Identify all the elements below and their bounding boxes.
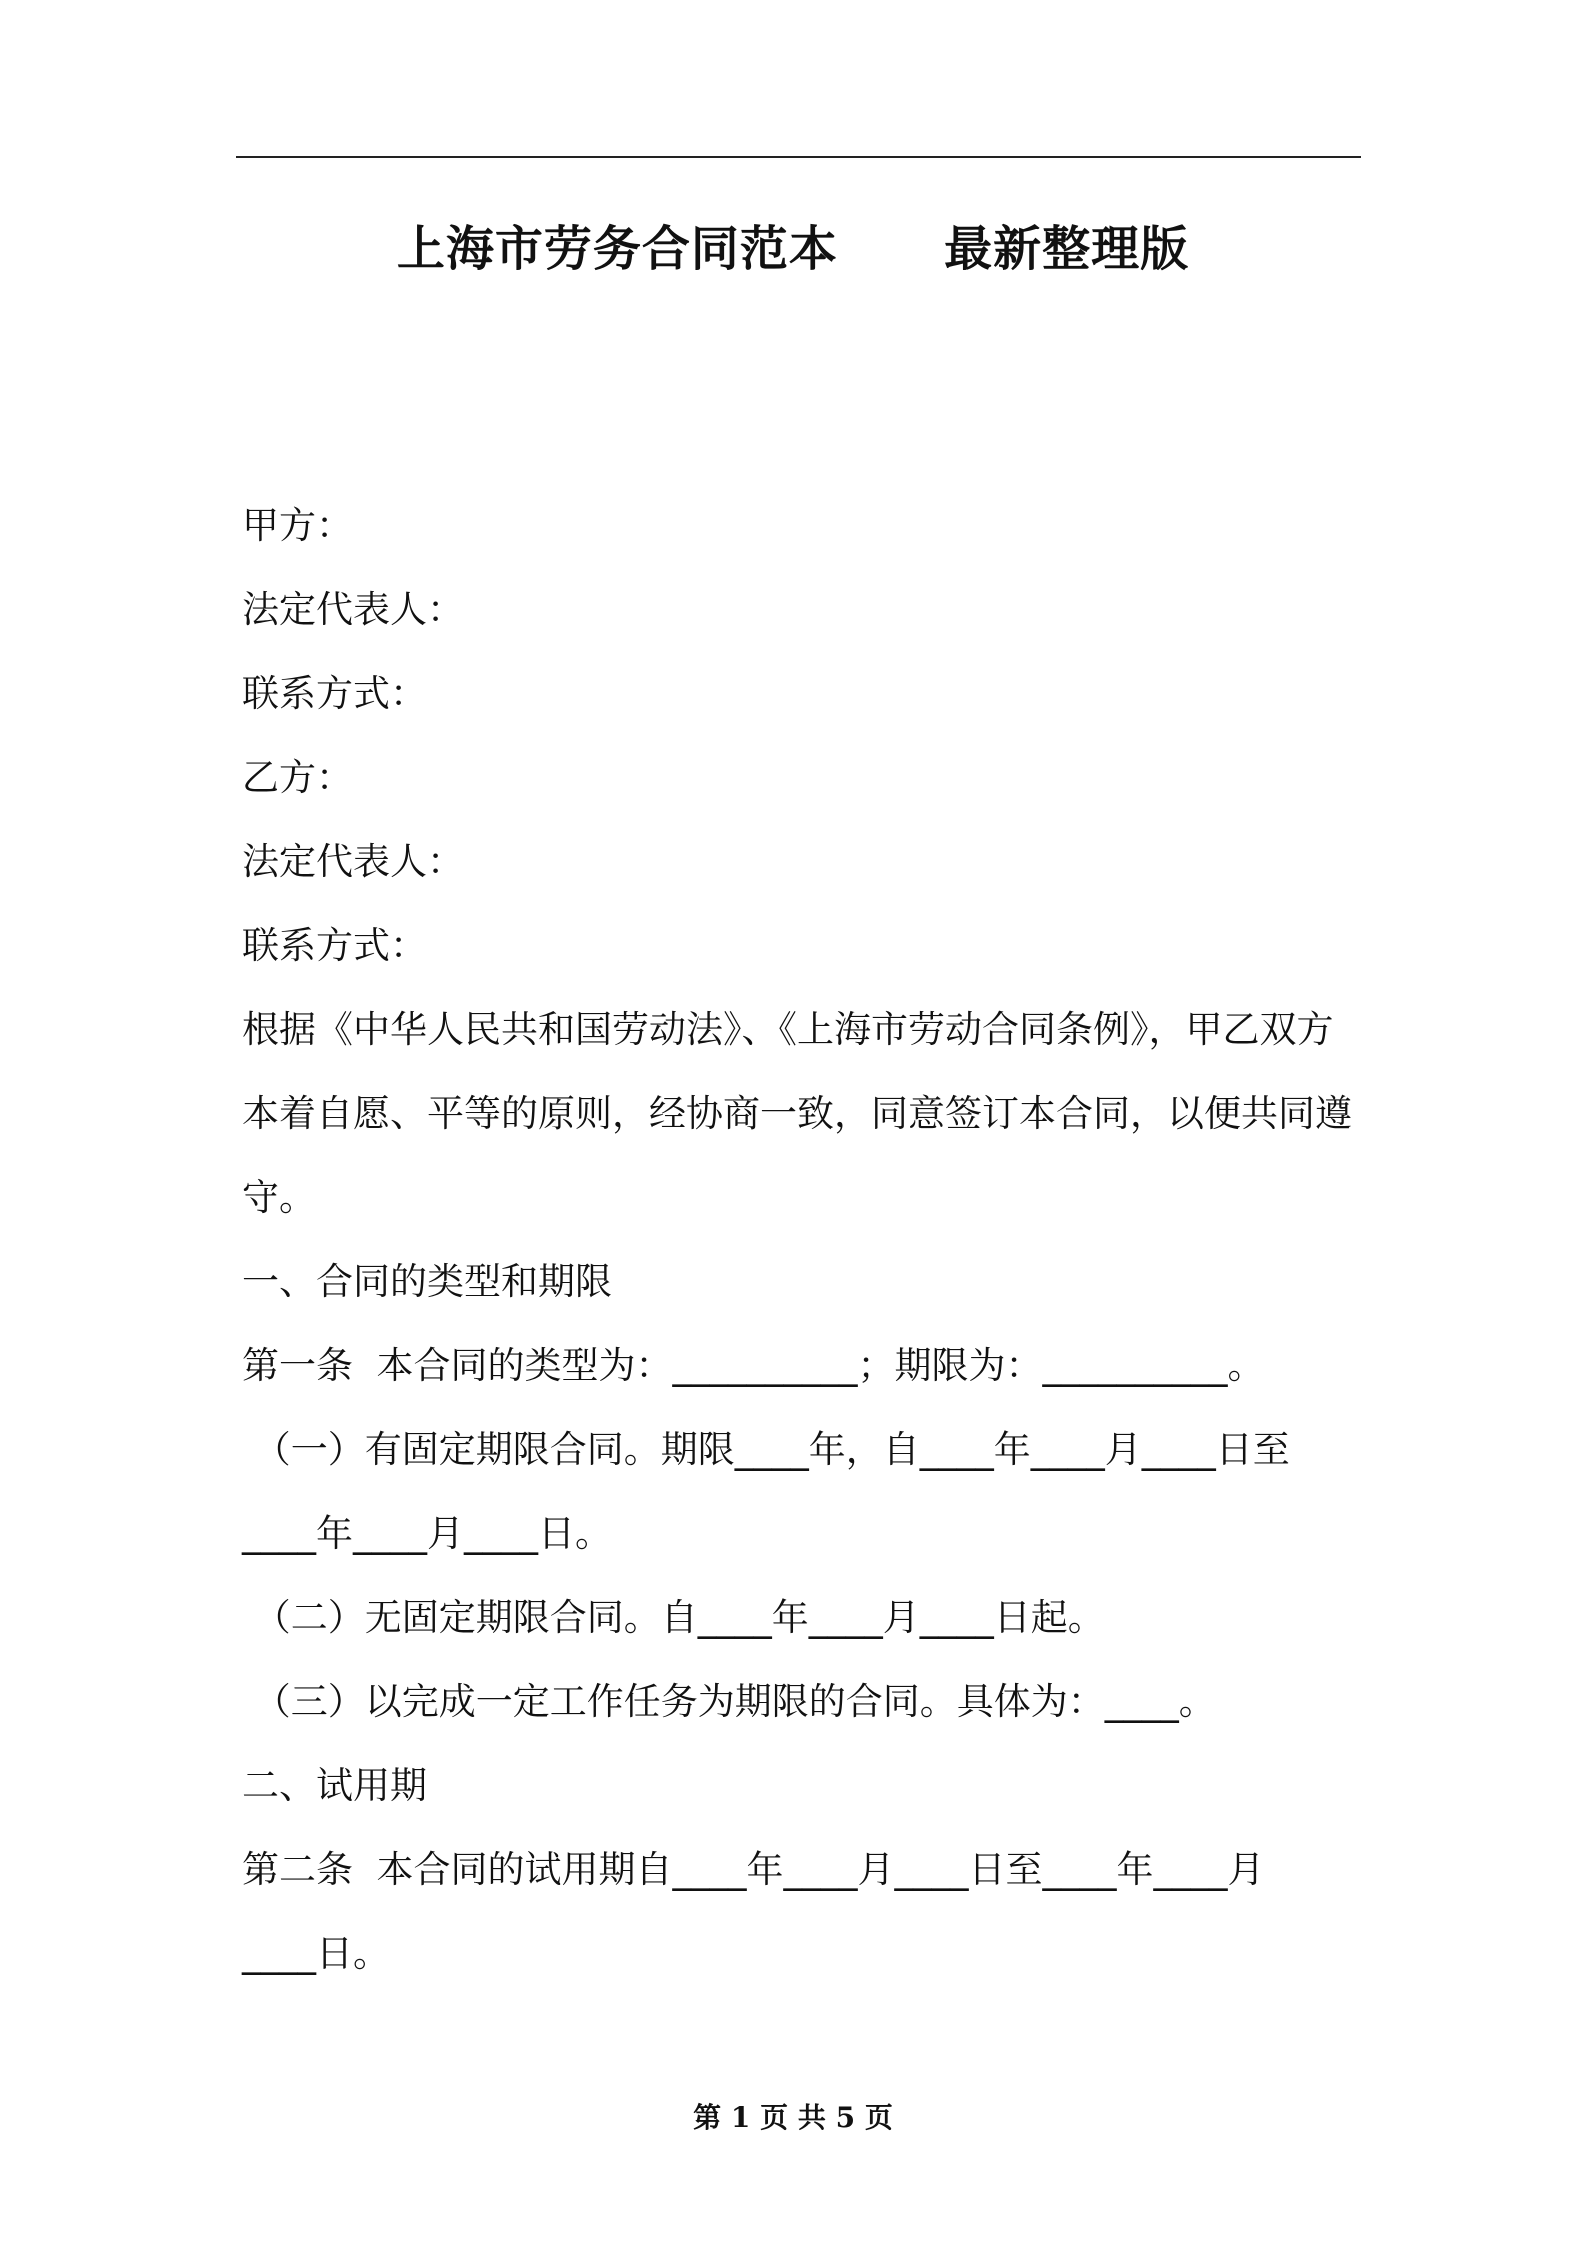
- header-rule: [236, 156, 1361, 158]
- article-2-line-1: 第二条 本合同的试用期自____年____月____日至____年____月: [242, 1848, 1265, 1891]
- party-a-representative-label: 法定代表人：: [242, 588, 464, 631]
- document-body: [242, 484, 1362, 1996]
- clause-3: （三）以完成一定工作任务为期限的合同。具体为：____。: [242, 1680, 1216, 1723]
- intro-paragraph-line-2: 本着自愿、平等的原则，经协商一致，同意签订本合同，以便共同遵: [242, 1092, 1352, 1135]
- intro-paragraph-line-1: 根据《中华人民共和国劳动法》、《上海市劳动合同条例》，甲乙双方: [242, 1008, 1334, 1051]
- article-2-line-2: ____日。: [242, 1932, 390, 1975]
- party-b-label: 乙方：: [242, 756, 353, 799]
- clause-1-line-2: ____年____月____日。: [242, 1512, 612, 1555]
- section-1-heading: 一、合同的类型和期限: [242, 1260, 612, 1303]
- party-a-label: 甲方：: [242, 504, 353, 547]
- clause-1-line-1: （一）有固定期限合同。期限____年，自____年____月____日至: [242, 1428, 1290, 1471]
- page-indicator: 第 1 页 共 5 页: [693, 2101, 893, 2134]
- document-title: 上海市劳务合同范本 最新整理版: [396, 221, 1190, 277]
- section-2-heading: 二、试用期: [242, 1764, 427, 1807]
- clause-2: （二）无固定期限合同。自____年____月____日起。: [242, 1596, 1105, 1639]
- intro-paragraph-line-3: 守。: [242, 1176, 316, 1219]
- party-a-contact-label: 联系方式：: [242, 672, 427, 715]
- party-b-contact-label: 联系方式：: [242, 924, 427, 967]
- party-b-representative-label: 法定代表人：: [242, 840, 464, 883]
- article-1: 第一条 本合同的类型为：__________；期限为：__________。: [242, 1344, 1265, 1387]
